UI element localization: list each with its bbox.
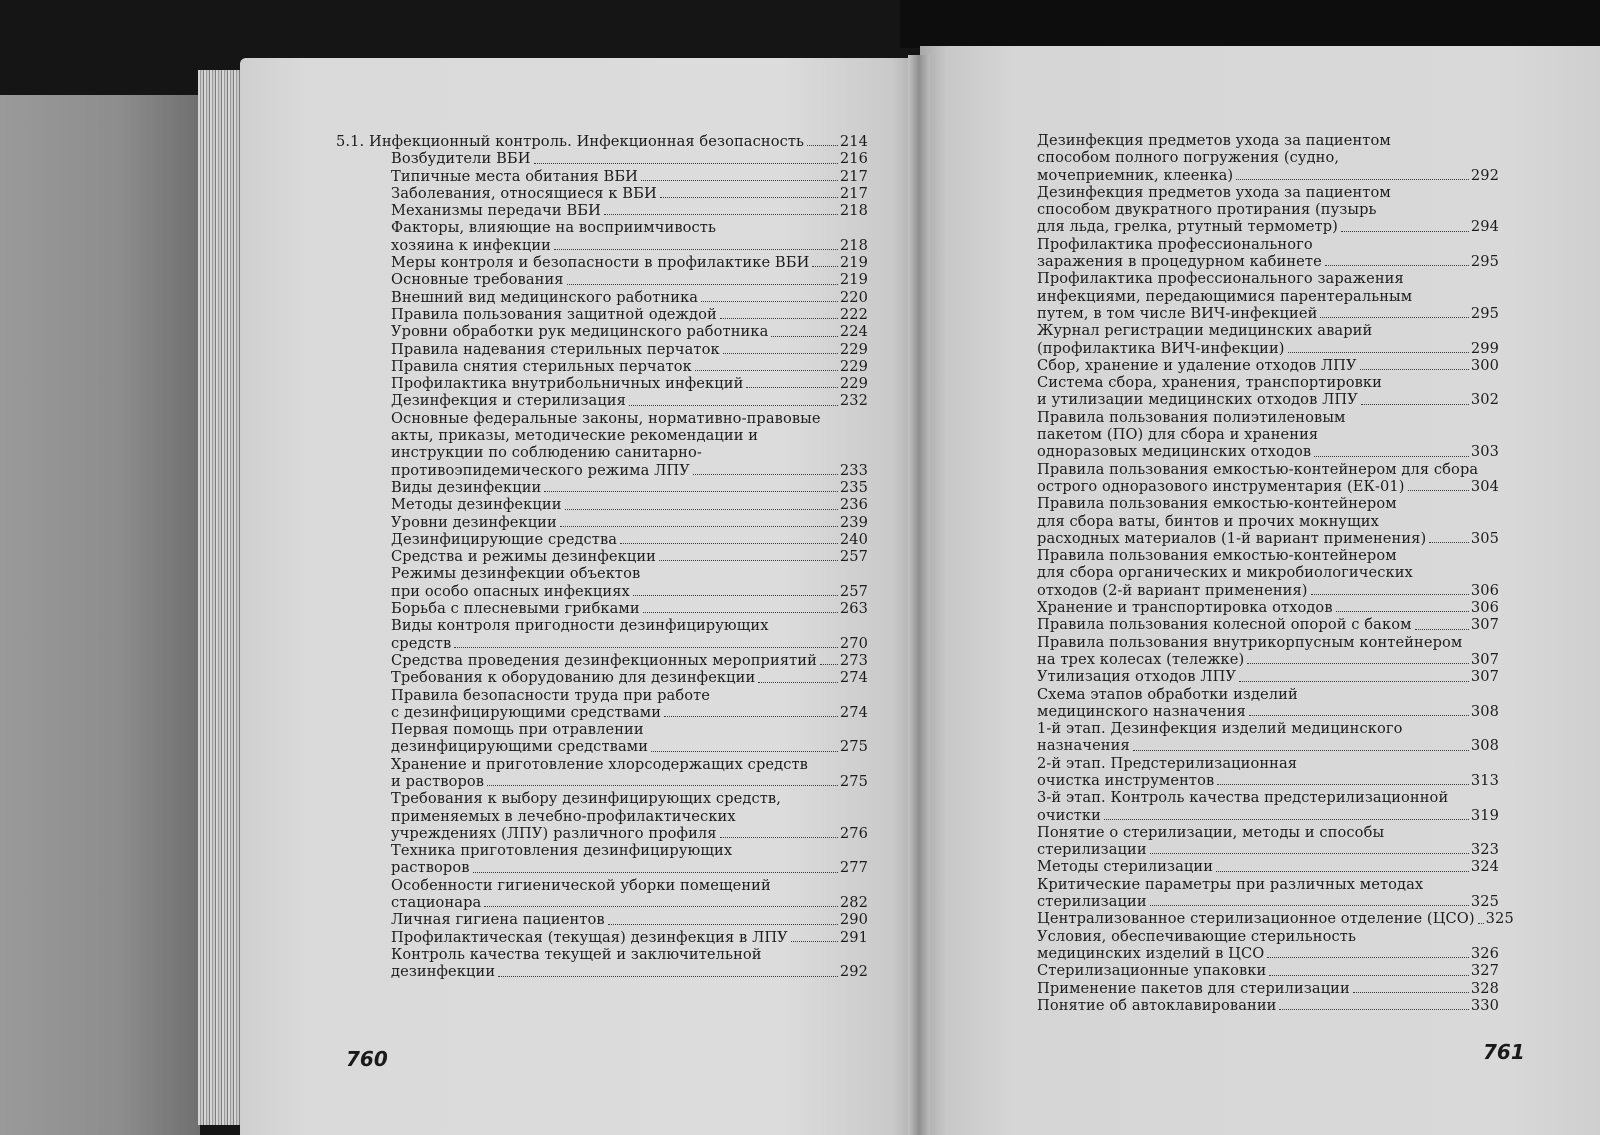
toc-entry-page: 324 xyxy=(1470,858,1499,876)
toc-entry-text: инфекциями, передающимися парентеральным xyxy=(1037,287,1413,305)
toc-entry-text: Система сбора, хранения, транспортировки xyxy=(1037,374,1382,392)
toc-entry-text: Правила пользования емкостью-контейнером xyxy=(1037,495,1397,513)
toc-entry-text: для сбора органических и микробиологических xyxy=(1037,564,1413,582)
dot-leader xyxy=(554,249,838,250)
dot-leader xyxy=(659,560,838,561)
toc-entry-text: Уровни дезинфекции xyxy=(391,513,557,531)
toc-entry-page: 277 xyxy=(839,859,868,877)
toc-entry-text: Правила пользования колесной опорой с баком xyxy=(1037,616,1412,634)
toc-entry-text: Утилизация отходов ЛПУ xyxy=(1037,668,1237,686)
toc-entry-text: Первая помощь при отравлении xyxy=(391,721,644,739)
toc-entry xyxy=(336,289,868,306)
toc-entry xyxy=(336,565,868,600)
dot-leader xyxy=(791,941,838,942)
dot-leader xyxy=(746,387,837,388)
toc-entry-text: Контроль качества текущей и заключительной xyxy=(391,945,762,963)
toc-entry-text: 1-й этап. Дезинфекция изделий медицинского xyxy=(1037,720,1403,738)
toc-entry-text: противоэпидемического режима ЛПУ xyxy=(391,461,690,479)
dot-leader xyxy=(1236,179,1469,180)
toc-entry xyxy=(336,341,868,358)
toc-entry xyxy=(336,548,868,565)
toc-entry xyxy=(336,687,868,722)
dot-leader xyxy=(643,612,838,613)
toc-entry-text: Виды контроля пригодности дезинфицирующих xyxy=(391,617,769,635)
toc-entry xyxy=(1037,374,1499,409)
toc-entry-page: 307 xyxy=(1470,616,1499,634)
toc-entry-page: 299 xyxy=(1470,339,1499,357)
toc-entry-text: растворов xyxy=(391,859,470,877)
dot-leader xyxy=(473,872,838,873)
toc-entry-page: 328 xyxy=(1470,979,1499,997)
dot-leader xyxy=(1249,715,1469,716)
book-gutter xyxy=(908,55,930,1135)
toc-entry xyxy=(1037,876,1499,911)
toc-entry-text: Правила снятия стерильных перчаток xyxy=(391,357,692,375)
dot-leader xyxy=(1239,681,1469,682)
toc-entry-text: и растворов xyxy=(391,772,485,790)
toc-entry-text: заражения в процедурном кабинете xyxy=(1037,253,1322,271)
toc-entry-text: мочеприемник, клеенка) xyxy=(1037,166,1234,184)
toc-entry xyxy=(1037,409,1499,461)
dot-leader xyxy=(651,751,838,752)
toc-entry-page: 307 xyxy=(1470,668,1499,686)
toc-entry xyxy=(336,946,868,981)
toc-entry xyxy=(1037,980,1499,997)
toc-entry xyxy=(336,877,868,912)
dot-leader xyxy=(1361,404,1469,405)
dot-leader xyxy=(1429,542,1469,543)
toc-entry-text: стационара xyxy=(391,894,482,912)
toc-entry-page: 222 xyxy=(839,305,868,323)
toc-entry xyxy=(336,842,868,877)
toc-entry-text: инструкции по соблюдению санитарно- xyxy=(391,444,702,462)
toc-entry-text: стерилизации xyxy=(1037,841,1147,859)
toc-entry-page: 308 xyxy=(1470,702,1499,720)
toc-entry-page: 219 xyxy=(839,271,868,289)
toc-entry-page: 319 xyxy=(1470,806,1499,824)
toc-entry-text: способом полного погружения (судно, xyxy=(1037,149,1340,167)
toc-entry-page: 232 xyxy=(839,392,868,410)
dot-leader xyxy=(1217,784,1469,785)
toc-entry xyxy=(336,133,868,150)
toc-entry xyxy=(1037,910,1514,928)
toc-entry-text: при особо опасных инфекциях xyxy=(391,582,630,600)
toc-entry-page: 295 xyxy=(1470,253,1499,271)
toc-entry-text: Личная гигиена пациентов xyxy=(391,911,605,929)
toc-entry xyxy=(336,254,868,271)
dot-leader xyxy=(633,595,838,596)
dot-leader xyxy=(1133,750,1469,751)
toc-entry-text: Типичные места обитания ВБИ xyxy=(391,167,639,185)
toc-entry-page: 217 xyxy=(839,167,868,185)
toc-entry-page: 300 xyxy=(1470,356,1499,374)
toc-entry xyxy=(336,600,868,617)
toc-entry xyxy=(336,392,868,409)
toc-entry-text: Централизованное стерилизационное отделение (ЦСО) xyxy=(1037,910,1475,928)
toc-entry-text: Схема этапов обработки изделий xyxy=(1037,685,1298,703)
toc-entry-page: 290 xyxy=(839,911,868,929)
dot-leader xyxy=(1408,490,1469,491)
dot-leader xyxy=(544,491,837,492)
dot-leader xyxy=(1269,975,1469,976)
dot-leader xyxy=(1336,611,1469,612)
dot-leader xyxy=(1150,853,1469,854)
toc-entry-page: 306 xyxy=(1470,581,1499,599)
toc-entry-text: Дезинфекция предметов ухода за пациентом xyxy=(1037,132,1391,149)
toc-entry xyxy=(336,617,868,652)
toc-entry-text: Основные требования xyxy=(391,271,564,289)
toc-entry-page: 294 xyxy=(1470,218,1499,236)
toc-entry-page: 220 xyxy=(839,288,868,306)
toc-entry xyxy=(1037,236,1499,271)
toc-entry xyxy=(336,375,868,392)
toc-entry-page: 257 xyxy=(839,548,868,566)
dot-leader xyxy=(1150,905,1469,906)
dot-leader xyxy=(664,716,838,717)
toc-entry xyxy=(1037,928,1499,963)
toc-entry-page: 270 xyxy=(839,634,868,652)
toc-entry-text: Основные федеральные законы, нормативно-правовые xyxy=(391,409,821,427)
dot-leader xyxy=(498,976,838,977)
toc-entry-text: Механизмы передачи ВБИ xyxy=(391,202,601,220)
toc-entry-page: 323 xyxy=(1470,841,1499,859)
toc-entry-page: 218 xyxy=(839,236,868,254)
toc-entry-text: Профилактика профессионального заражения xyxy=(1037,270,1404,288)
toc-entry xyxy=(1037,824,1499,859)
toc-entry-text: Хранение и транспортировка отходов xyxy=(1037,599,1333,617)
toc-entry-page: 327 xyxy=(1470,962,1499,980)
toc-entry xyxy=(336,721,868,756)
dot-leader xyxy=(534,163,838,164)
toc-entry-page: 263 xyxy=(839,600,868,618)
toc-entry-page: 257 xyxy=(839,582,868,600)
toc-entry-page: 216 xyxy=(839,150,868,168)
dot-leader xyxy=(629,405,838,406)
toc-entry xyxy=(1037,686,1499,721)
toc-entry-page: 330 xyxy=(1470,996,1499,1014)
toc-entry-text: Заболевания, относящиеся к ВБИ xyxy=(391,184,657,202)
toc-entry xyxy=(1037,461,1499,496)
toc-entry-text: 2-й этап. Предстерилизационная xyxy=(1037,754,1298,772)
toc-entry xyxy=(1037,322,1499,357)
toc-entry-page: 292 xyxy=(1470,166,1499,184)
toc-entry-text: Правила пользования емкостью-контейнером xyxy=(1037,547,1397,565)
toc-entry-page: 303 xyxy=(1470,443,1499,461)
toc-entry xyxy=(336,756,868,791)
dot-leader xyxy=(660,197,838,198)
toc-entry-text: Профилактика внутрибольничных инфекций xyxy=(391,375,744,393)
toc-left-column xyxy=(336,133,868,981)
toc-entry-text: Требования к оборудованию для дезинфекции xyxy=(391,669,756,687)
toc-entry xyxy=(336,168,868,185)
toc-entry-page: 282 xyxy=(839,894,868,912)
toc-entry-text: назначения xyxy=(1037,737,1130,755)
toc-entry-text: Дезинфекция предметов ухода за пациентом xyxy=(1037,183,1391,201)
dot-leader xyxy=(720,837,838,838)
toc-entry-text: Стерилизационные упаковки xyxy=(1037,962,1267,980)
toc-entry-text: Уровни обработки рук медицинского работника xyxy=(391,323,769,341)
toc-entry xyxy=(336,271,868,288)
dot-leader xyxy=(720,318,838,319)
toc-right-column xyxy=(1037,132,1514,1014)
toc-entry-page: 302 xyxy=(1470,391,1499,409)
toc-entry xyxy=(336,202,868,219)
toc-entry-page: 274 xyxy=(839,703,868,721)
background-left xyxy=(0,95,200,1135)
toc-entry-text: Критические параметры при различных методах xyxy=(1037,875,1424,893)
dot-leader xyxy=(484,906,838,907)
toc-entry-page: 214 xyxy=(839,133,868,150)
toc-entry-text: Требования к выбору дезинфицирующих средств, xyxy=(391,790,781,808)
dot-leader xyxy=(1104,819,1469,820)
toc-entry-text: для сбора ваты, бинтов и прочих мокнущих xyxy=(1037,512,1379,530)
toc-entry-page: 240 xyxy=(839,530,868,548)
toc-entry-text: применяемых в лечебно-профилактических xyxy=(391,807,736,825)
toc-entry-page: 307 xyxy=(1470,650,1499,668)
page-number-right: 761 xyxy=(1483,1040,1525,1064)
toc-entry-text: Борьба с плесневыми грибками xyxy=(391,600,640,618)
dot-leader xyxy=(487,785,838,786)
toc-entry xyxy=(1037,755,1499,790)
toc-entry xyxy=(1037,789,1499,824)
toc-entry-text: Возбудители ВБИ xyxy=(391,150,531,168)
toc-entry-page: 233 xyxy=(839,461,868,479)
toc-entry xyxy=(336,911,868,928)
toc-entry xyxy=(336,150,868,167)
toc-entry xyxy=(336,323,868,340)
toc-entry-text: акты, приказы, методические рекомендации и xyxy=(391,427,759,445)
toc-entry-text: очистка инструментов xyxy=(1037,771,1215,789)
toc-entry-text: острого одноразового инструментария (ЕК-01) xyxy=(1037,477,1405,495)
toc-entry-text: Профилактическая (текущая) дезинфекция в ЛПУ xyxy=(391,928,788,946)
dot-leader xyxy=(1360,369,1469,370)
toc-entry xyxy=(1037,858,1499,875)
toc-entry xyxy=(1037,357,1499,374)
toc-entry xyxy=(336,358,868,375)
toc-entry-text: для льда, грелка, ртутный термометр) xyxy=(1037,218,1338,236)
toc-entry-text: Понятие об автоклавировании xyxy=(1037,996,1277,1014)
toc-entry-text: Условия, обеспечивающие стерильность xyxy=(1037,927,1356,945)
toc-entry xyxy=(336,306,868,323)
toc-entry-text: Режимы дезинфекции объектов xyxy=(391,565,641,583)
toc-entry-text: Правила пользования полиэтиленовым xyxy=(1037,408,1346,426)
toc-entry-page: 313 xyxy=(1470,771,1499,789)
toc-entry-text: медицинских изделий в ЦСО xyxy=(1037,944,1265,962)
toc-entry xyxy=(336,531,868,548)
toc-entry-text: Правила пользования внутрикорпусным контейнером xyxy=(1037,633,1463,651)
toc-entry-text: Сбор, хранение и удаление отходов ЛПУ xyxy=(1037,356,1357,374)
toc-entry-page: 292 xyxy=(839,963,868,981)
background-top xyxy=(900,0,1600,48)
toc-entry-text: (профилактика ВИЧ-инфекции) xyxy=(1037,339,1285,357)
toc-entry-text: Журнал регистрации медицинских аварий xyxy=(1037,322,1373,340)
dot-leader xyxy=(454,647,838,648)
toc-entry-text: Меры контроля и безопасности в профилактике ВБИ xyxy=(391,254,810,272)
toc-entry-text: Понятие о стерилизации, методы и способы xyxy=(1037,823,1385,841)
toc-entry xyxy=(1037,184,1499,236)
toc-entry-page: 236 xyxy=(839,496,868,514)
dot-leader xyxy=(820,664,838,665)
toc-entry-text: на трех колесах (тележке) xyxy=(1037,650,1245,668)
toc-entry-text: с дезинфицирующими средствами xyxy=(391,703,662,721)
dot-leader xyxy=(1478,923,1484,924)
toc-entry-text: Профилактика профессионального xyxy=(1037,235,1313,253)
dot-leader xyxy=(1320,317,1468,318)
toc-entry xyxy=(336,479,868,496)
dot-leader xyxy=(1314,456,1469,457)
toc-entry-page: 229 xyxy=(839,357,868,375)
toc-entry-text: Средства и режимы дезинфекции xyxy=(391,548,656,566)
dot-leader xyxy=(723,353,838,354)
toc-entry-page: 219 xyxy=(839,254,868,272)
toc-entry-text: стерилизации xyxy=(1037,893,1147,911)
dot-leader xyxy=(695,370,838,371)
toc-entry-text: Методы стерилизации xyxy=(1037,858,1214,876)
toc-entry xyxy=(336,219,868,254)
dot-leader xyxy=(1415,629,1469,630)
toc-entry-page: 273 xyxy=(839,651,868,669)
toc-entry xyxy=(336,669,868,686)
toc-entry-page: 218 xyxy=(839,202,868,220)
toc-entry-page: 308 xyxy=(1470,737,1499,755)
dot-leader xyxy=(560,526,838,527)
toc-entry xyxy=(336,410,868,479)
toc-entry-text: отходов (2-й вариант применения) xyxy=(1037,581,1308,599)
toc-entry-text: учреждениях (ЛПУ) различного профиля xyxy=(391,824,717,842)
toc-entry xyxy=(1037,634,1499,669)
toc-entry-text: одноразовых медицинских отходов xyxy=(1037,443,1312,461)
dot-leader xyxy=(758,682,838,683)
toc-entry-text: Техника приготовления дезинфицирующих xyxy=(391,842,733,860)
toc-entry xyxy=(336,496,868,513)
toc-entry xyxy=(1037,599,1499,616)
toc-entry-page: 305 xyxy=(1470,529,1499,547)
toc-entry-page: 326 xyxy=(1470,944,1499,962)
toc-entry-text: расходных материалов (1-й вариант применения) xyxy=(1037,529,1427,547)
toc-entry-page: 275 xyxy=(839,772,868,790)
page-number-left: 760 xyxy=(346,1047,388,1071)
toc-entry-page: 229 xyxy=(839,375,868,393)
toc-entry xyxy=(1037,720,1499,755)
dot-leader xyxy=(701,301,838,302)
dot-leader xyxy=(620,543,838,544)
toc-entry-text: дезинфекции xyxy=(391,963,496,981)
toc-entry-text: хозяина к инфекции xyxy=(391,236,552,254)
dot-leader xyxy=(1288,352,1469,353)
dot-leader xyxy=(1279,1009,1468,1010)
dot-leader xyxy=(567,284,838,285)
toc-entry-page: 295 xyxy=(1470,304,1499,322)
dot-leader xyxy=(807,145,838,146)
toc-entry xyxy=(1037,547,1499,599)
toc-entry-text: 3-й этап. Контроль качества предстерилизационной xyxy=(1037,789,1449,807)
toc-entry-text: Применение пакетов для стерилизации xyxy=(1037,979,1350,997)
dot-leader xyxy=(1325,265,1469,266)
toc-entry-page: 291 xyxy=(839,928,868,946)
toc-entry-page: 325 xyxy=(1470,893,1499,911)
toc-entry-text: Дезинфицирующие средства xyxy=(391,530,618,548)
toc-entry xyxy=(336,185,868,202)
dot-leader xyxy=(1341,231,1469,232)
toc-entry-text: Дезинфекция и стерилизация xyxy=(391,392,626,410)
toc-entry-text: путем, в том числе ВИЧ-инфекцией xyxy=(1037,304,1318,322)
toc-entry-text: Виды дезинфекции xyxy=(391,478,542,496)
dot-leader xyxy=(1353,992,1469,993)
dot-leader xyxy=(812,266,837,267)
toc-entry xyxy=(1037,616,1499,633)
toc-entry xyxy=(1037,962,1499,979)
toc-entry-text: Особенности гигиенической уборки помещений xyxy=(391,876,771,894)
toc-entry-page: 235 xyxy=(839,478,868,496)
toc-entry-page: 304 xyxy=(1470,477,1499,495)
book-page-edges xyxy=(198,70,244,1125)
dot-leader xyxy=(608,924,838,925)
toc-entry-text: очистки xyxy=(1037,806,1101,824)
toc-entry-page: 217 xyxy=(839,184,868,202)
toc-entry-page: 274 xyxy=(839,669,868,687)
toc-entry-text: и утилизации медицинских отходов ЛПУ xyxy=(1037,391,1358,409)
toc-entry-text: Хранение и приготовление хлорсодержащих средств xyxy=(391,755,808,773)
toc-entry-page: 276 xyxy=(839,824,868,842)
toc-entry xyxy=(1037,997,1499,1014)
dot-leader xyxy=(604,214,838,215)
toc-entry-text: Правила пользования защитной одеждой xyxy=(391,305,717,323)
toc-entry xyxy=(1037,270,1499,322)
toc-entry-text: 5.1. Инфекционный контроль. Инфекционная безопасность xyxy=(336,133,805,150)
toc-entry-text: Правила пользования емкостью-контейнером для сбора xyxy=(1037,460,1479,478)
dot-leader xyxy=(641,180,838,181)
toc-entry-text: медицинского назначения xyxy=(1037,702,1246,720)
toc-entry xyxy=(336,790,868,842)
toc-entry-text: пакетом (ПО) для сбора и хранения xyxy=(1037,426,1319,444)
toc-entry-page: 325 xyxy=(1485,910,1514,928)
dot-leader xyxy=(693,474,838,475)
toc-entry xyxy=(336,514,868,531)
dot-leader xyxy=(1267,957,1469,958)
toc-entry-text: средств xyxy=(391,634,452,652)
toc-entry-text: Правила надевания стерильных перчаток xyxy=(391,340,720,358)
toc-entry-page: 306 xyxy=(1470,599,1499,617)
toc-entry-page: 224 xyxy=(839,323,868,341)
toc-entry xyxy=(1037,132,1499,184)
toc-entry-page: 229 xyxy=(839,340,868,358)
dot-leader xyxy=(1311,594,1469,595)
toc-entry-page: 275 xyxy=(839,738,868,756)
toc-entry-text: Средства проведения дезинфекционных мероприятий xyxy=(391,651,817,669)
dot-leader xyxy=(565,509,838,510)
toc-entry-text: дезинфицирующими средствами xyxy=(391,738,649,756)
toc-entry xyxy=(336,652,868,669)
dot-leader xyxy=(1247,663,1469,664)
toc-entry-text: Методы дезинфекции xyxy=(391,496,562,514)
toc-entry-text: Внешний вид медицинского работника xyxy=(391,288,699,306)
toc-entry xyxy=(336,929,868,946)
toc-entry-page: 239 xyxy=(839,513,868,531)
dot-leader xyxy=(1216,871,1469,872)
dot-leader xyxy=(771,336,837,337)
toc-entry-text: Правила безопасности труда при работе xyxy=(391,686,711,704)
toc-entry-text: Факторы, влияющие на восприимчивость xyxy=(391,219,717,237)
toc-entry-text: способом двукратного протирания (пузырь xyxy=(1037,201,1377,219)
toc-entry xyxy=(1037,668,1499,685)
toc-entry xyxy=(1037,495,1499,547)
